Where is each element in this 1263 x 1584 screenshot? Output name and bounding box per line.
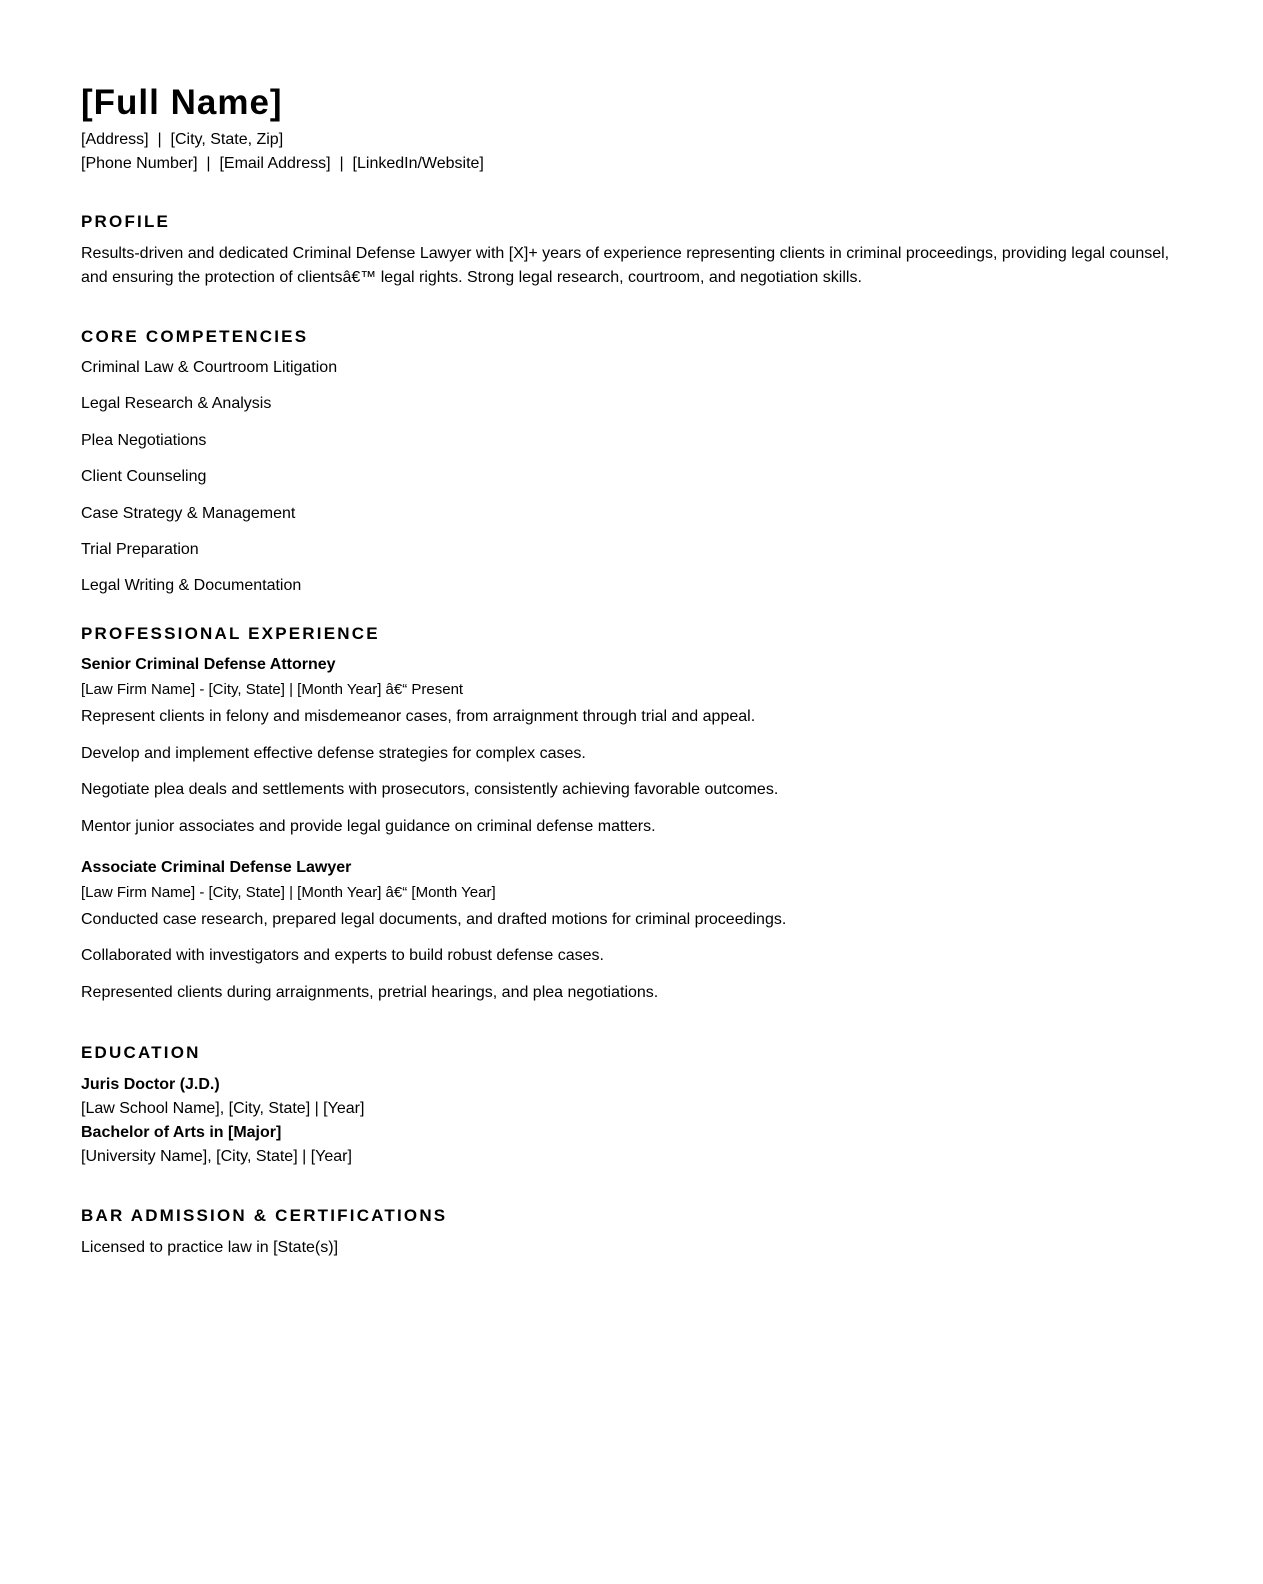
job-meta: [Law Firm Name] - [City, State] | [Month Year] â€“ Present bbox=[81, 681, 464, 699]
professional-experience-section bbox=[81, 623, 1181, 1004]
competencies-list bbox=[81, 357, 1181, 597]
responsibility-item: Conducted case research, prepared legal documents, and drafted motions for criminal proceedings. bbox=[81, 910, 787, 928]
job-meta: [Law Firm Name] - [City, State] | [Month Year] â€“ [Month Year] bbox=[81, 883, 496, 901]
responsibility-item: Represent clients in felony and misdemeanor cases, from arraignment through trial and appeal. bbox=[81, 708, 756, 726]
section-title-experience: PROFESSIONAL EXPERIENCE bbox=[81, 624, 380, 644]
profile-summary: Results-driven and dedicated Criminal Defense Lawyer with [X]+ years of experience representing clients in criminal proceedings, providing legal counsel, and ensuring the protection of clientsâ€™ legal rights. Strong legal research, courtroom, and negotiation skills. bbox=[81, 245, 1170, 286]
section-title-competencies: CORE COMPETENCIES bbox=[81, 327, 309, 346]
competency-item: Trial Preparation bbox=[81, 540, 199, 558]
competency-item: Legal Writing & Documentation bbox=[81, 577, 302, 595]
responsibility-item: Collaborated with investigators and experts to build robust defense cases. bbox=[81, 947, 604, 965]
bar-admission-section bbox=[81, 1205, 1181, 1259]
degree: Juris Doctor (J.D.) bbox=[81, 1075, 220, 1093]
job-entry bbox=[81, 654, 1181, 838]
profile-section bbox=[81, 211, 1181, 290]
job-title: Senior Criminal Defense Attorney bbox=[81, 656, 336, 674]
competency-item: Criminal Law & Courtroom Litigation bbox=[81, 359, 338, 376]
competency-item: Plea Negotiations bbox=[81, 431, 207, 449]
contact-line: [Phone Number] | [Email Address] | [LinkedIn/Website] bbox=[81, 155, 484, 172]
job-responsibilities bbox=[81, 909, 1181, 1004]
competency-item: Legal Research & Analysis bbox=[81, 395, 272, 413]
responsibility-item: Negotiate plea deals and settlements with prosecutors, consistently achieving favorable outcomes. bbox=[81, 781, 779, 799]
section-title-bar-admission: BAR ADMISSION & CERTIFICATIONS bbox=[81, 1205, 448, 1225]
address-line: [Address] | [City, State, Zip] bbox=[81, 131, 284, 148]
responsibility-item: Mentor junior associates and provide legal guidance on criminal defense matters. bbox=[81, 817, 656, 835]
full-name: [Full Name] bbox=[81, 83, 283, 122]
education-section bbox=[81, 1042, 1181, 1169]
job-title: Associate Criminal Defense Lawyer bbox=[81, 858, 352, 876]
section-title-education: EDUCATION bbox=[81, 1042, 201, 1062]
core-competencies-section bbox=[81, 326, 1181, 597]
responsibility-item: Develop and implement effective defense strategies for complex cases. bbox=[81, 744, 586, 762]
resume-header bbox=[81, 80, 1181, 176]
job-entry bbox=[81, 857, 1181, 1004]
degree: Bachelor of Arts in [Major] bbox=[81, 1123, 282, 1141]
competency-item: Case Strategy & Management bbox=[81, 504, 296, 522]
job-responsibilities bbox=[81, 706, 1181, 838]
school: [Law School Name], [City, State] | [Year] bbox=[81, 1099, 365, 1117]
competency-item: Client Counseling bbox=[81, 468, 207, 486]
responsibility-item: Represented clients during arraignments, pretrial hearings, and plea negotiations. bbox=[81, 983, 659, 1001]
section-title-profile: PROFILE bbox=[81, 212, 171, 231]
school: [University Name], [City, State] | [Year] bbox=[81, 1147, 352, 1165]
resume-document bbox=[81, 80, 1181, 1259]
bar-license-text: Licensed to practice law in [State(s)] bbox=[81, 1238, 339, 1256]
